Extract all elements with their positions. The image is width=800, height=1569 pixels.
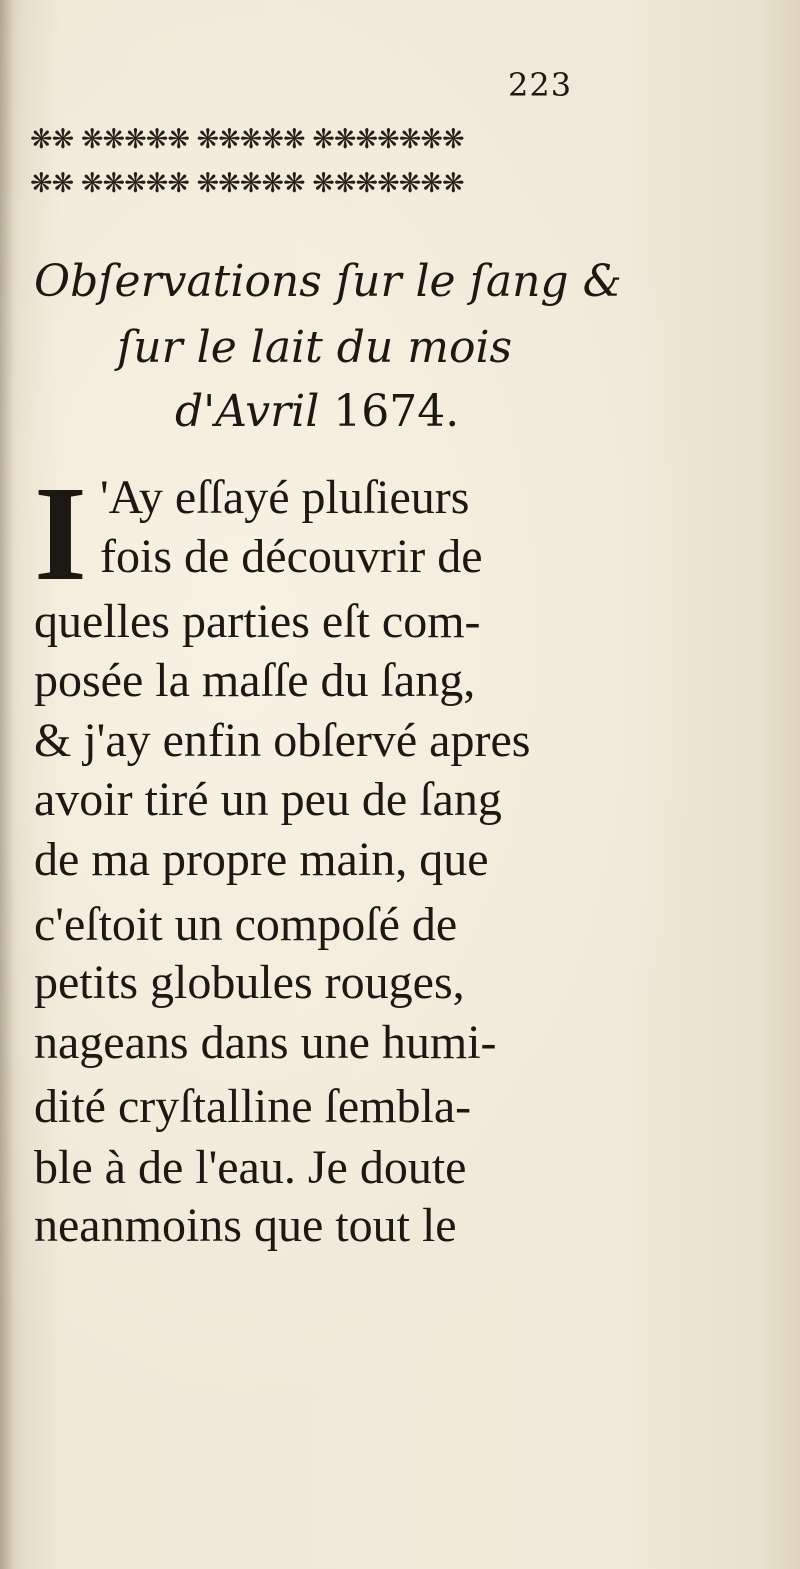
page-number: 223 bbox=[508, 66, 573, 104]
heading-line-3 bbox=[175, 384, 459, 440]
ornament-band-top: ❋❋ ❋❋❋❋❋ ❋❋❋❋❋ ❋❋❋❋❋❋❋ bbox=[30, 124, 464, 155]
body-line: avoir tiré un peu de ſang bbox=[34, 773, 502, 826]
heading-line-3-text: d'Avril bbox=[175, 386, 334, 437]
heading-year: 1674. bbox=[333, 386, 460, 437]
body-line: & j'ay enfin obſervé apres bbox=[34, 714, 531, 767]
body-line: c'eſtoit un compoſé de bbox=[34, 898, 458, 951]
body-line: petits globules rouges, bbox=[34, 956, 465, 1009]
body-line: 'Ay eſſayé pluſieurs bbox=[100, 471, 470, 524]
heading-line-1: Obſervations ſur le ſang & bbox=[34, 256, 622, 307]
heading-line-2: ſur le lait du mois bbox=[117, 322, 513, 373]
body-line: nageans dans une humi- bbox=[34, 1016, 497, 1069]
body-line: fois de découvrir de bbox=[100, 530, 483, 583]
body-line: dité cryſtalline ſembla- bbox=[34, 1080, 472, 1133]
ornament-band-bottom: ❋❋ ❋❋❋❋❋ ❋❋❋❋❋ ❋❋❋❋❋❋❋ bbox=[30, 168, 464, 199]
gutter-shadow bbox=[0, 0, 14, 1569]
body-line: neanmoins que tout le bbox=[34, 1199, 457, 1252]
drop-cap: I bbox=[34, 459, 87, 609]
body-line: ble à de l'eau. Je doute bbox=[34, 1141, 467, 1194]
body-line: quelles parties eſt com- bbox=[34, 595, 481, 648]
body-line: de ma propre main, que bbox=[34, 833, 489, 886]
body-line: posée la maſſe du ſang, bbox=[34, 654, 476, 707]
